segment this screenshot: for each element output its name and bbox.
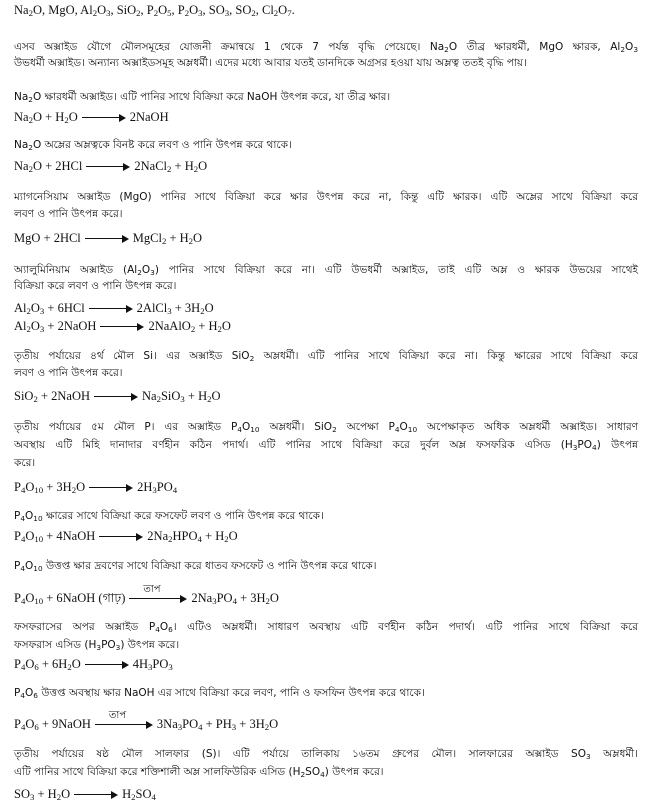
paragraph-p4o6-line-2: ফসফরাস এসিড $(H_3PO_3)$ উৎপন্ন করে। [14, 639, 180, 652]
equation-lhs: $Al_2O_3 + 6HCl$ [14, 301, 85, 317]
equation-lhs: $Na_2O + 2HCl$ [14, 159, 83, 175]
oxide-formula-list: $Na_2O$, MgO, $Al_2O_3$, SiO$_2$, $P_2O_5$, $P_2O_3$, $SO_3$, $SO_2$, $Cl_2O_7$. [14, 3, 295, 19]
equation-na2o-hcl [14, 158, 207, 174]
equation-lhs: $SO_3 + H_2O$ [14, 787, 71, 803]
paragraph-mgo-line-1: ম্যাগনেসিয়াম অক্সাইড (MgO) পানির সাথে বিক্রিয়া করে ক্ষার উৎপন্ন করে না, কিন্তু এটি ক্ষারক। এটি অম্লের সাথে বিক্রিয়া করে [14, 191, 638, 203]
paragraph-al2o3-line-2: বিক্রিয়া করে লবণ ও পানি উৎপন্ন করে। [14, 280, 177, 292]
reaction-arrow-icon [89, 484, 133, 492]
equation-so3-water [14, 786, 156, 802]
paragraph-mgo-line-2: লবণ ও পানি উৎপন্ন করে। [14, 208, 123, 220]
equation-lhs: $Al_2O_3$ + 2NaOH [14, 319, 97, 335]
equation-lhs: $P_4O_{10} + 3H_2O$ [14, 480, 86, 496]
reaction-arrow-icon [129, 584, 187, 603]
equation-lhs: $Na_2O + H_2O$ [14, 110, 78, 126]
equation-lhs: $P_4O_{10}$ + 6NaOH (গাঢ়) [14, 591, 126, 607]
equation-rhs: $H_2SO_4$ [122, 787, 156, 803]
reaction-arrow-icon [86, 163, 130, 171]
heat-label: তাপ [108, 710, 127, 722]
equation-rhs: 2NaCl$_2$ + $H_2O$ [134, 159, 208, 175]
equation-rhs: $2H_3PO_4$ [137, 480, 178, 496]
equation-rhs: $Na_2SiO_3 + H_2O$ [142, 389, 221, 405]
heat-label: তাপ [143, 584, 161, 596]
equation-lhs: SiO$_2$ + 2NaOH [14, 389, 91, 405]
equation-lhs: MgO + 2HCl [14, 231, 81, 245]
equation-rhs: $4H_3PO_3$ [132, 657, 173, 673]
paragraph-na2o-acid: $Na_2O$ অম্লের অম্লত্বকে বিনষ্ট করে লবণ ও পানি উৎপন্ন করে থাকে। [14, 139, 292, 152]
reaction-arrow-icon [85, 661, 129, 669]
equation-p4o10-water [14, 479, 177, 495]
paragraph-p4o6-line-1: ফসফরাসের অপর অক্সাইড $P_4O_6।$ এটিও অম্লধর্মী। সাধারণ অবস্থায় এটি বর্ণহীন কঠিন পদার্থ। এটি পানির সাথে বিক্রিয়া করে [14, 621, 638, 634]
equation-lhs: $P_4O_{10}$ + 4NaOH [14, 529, 96, 545]
paragraph-sio2-line-1: তৃতীয় পর্যায়ের ৪র্থ মৌল Si। এর অক্সাইড SiO$_2$ অম্লধর্মী। এটি পানির সাথে বিক্রিয়া করে না। কিন্তু ক্ষারের সাথে বিক্রিয়া করে [14, 350, 638, 363]
reaction-arrow-icon [95, 710, 153, 729]
paragraph-p4o10-alkali: $P_4O_{10}$ ক্ষারের সাথে বিক্রিয়া করে ফসফেট লবণ ও পানি উৎপন্ন করে থাকে। [14, 510, 324, 523]
reaction-arrow-icon [94, 393, 138, 401]
equation-rhs: MgCl$_2$ + $H_2O$ [132, 231, 203, 247]
paragraph-p4o10-line-1: তৃতীয় পর্যায়ের ৫ম মৌল P। এর অক্সাইড $P_4O_{10}$ অম্লধর্মী। SiO$_2$ অপেক্ষা $P_4O_{10}$ অপেক্ষাকৃত অধিক অম্লধর্মী অক্সাইড। সাধারণ [14, 421, 639, 434]
paragraph-p4o10-line-2: অবস্থায় এটি মিহি দানাদার বর্ণহীন কঠিন পদার্থ। এটি পানির সাথে বিক্রিয়া করে দুর্বল অম্ল ফসফরিক এসিড $(H_3PO_4)$ উৎপন্ন [14, 439, 638, 452]
paragraph-oxide-trend-line-1: এসব অক্সাইড যৌগে মৌলসমূহের যোজনী ক্রমান্বয়ে 1 থেকে 7 পর্যন্ত বৃদ্ধি পেয়েছে। $Na_2O$ তীব্র ক্ষারধর্মী, MgO ক্ষারক, $Al_2O_3$ [14, 41, 638, 54]
equation-al2o3-hcl [14, 300, 214, 316]
paragraph-so3-line-2: এটি পানির সাথে বিক্রিয়া করে শক্তিশালী অম্ল সালফিউরিক এসিড $(H_2SO_4)$ উৎপন্ন করে। [14, 766, 384, 779]
equation-na2o-water [14, 109, 169, 125]
reaction-arrow-icon [99, 533, 143, 541]
equation-p4o10-conc-naoh [14, 584, 279, 607]
paragraph-p4o10-hot-alkali: $P_4O_{10}$ উত্তপ্ত ক্ষার দ্রবণের সাথে বিক্রিয়া করে ধাতব ফসফেট ও পানি উৎপন্ন করে থাকে। [14, 560, 377, 573]
paragraph-so3-line-1: তৃতীয় পর্যায়ের ষষ্ঠ মৌল সালফার (S)। এটি পর্যায়ে তালিকায় ১৬তম গ্রুপের মৌল। সালফারের অক্সাইড $SO_3$ অম্লধর্মী। [14, 748, 639, 761]
reaction-arrow-icon [89, 305, 133, 313]
equation-lhs: $P_4O_6$ + 9NaOH [14, 717, 91, 733]
equation-al2o3-naoh [14, 318, 231, 334]
paragraph-p4o6-hot-alkali: $P_4O_6$ উত্তপ্ত অবস্থায় ক্ষার NaOH এর সাথে বিক্রিয়া করে লবণ, পানি ও ফসফিন উৎপন্ন করে থাকে। [14, 687, 425, 700]
equation-rhs: 2NaAlO$_2$ + $H_2O$ [148, 319, 231, 335]
paragraph-sio2-line-2: লবণ ও পানি উৎপন্ন করে। [14, 367, 123, 379]
equation-p4o10-naoh [14, 528, 238, 544]
equation-rhs: $2Na_2HPO_4 + H_2O$ [147, 529, 238, 545]
equation-lhs: $P_4O_6 + 6H_2O$ [14, 657, 81, 673]
paragraph-p4o10-line-3: করে। [14, 457, 36, 469]
equation-p4o6-water [14, 656, 173, 672]
paragraph-oxide-trend-line-2: উভধর্মী অক্সাইড। অন্যান্য অক্সাইডসমূহ অম্লধর্মী। এদের মধ্যে আবার যতই ডানদিকে অগ্রসর হওয়া যায় অম্লত্ব ততই বৃদ্ধি পায়। [14, 57, 527, 69]
reaction-arrow-icon [85, 235, 129, 243]
equation-rhs: $3Na_3PO_4 + PH_3 + 3H_2O$ [156, 717, 279, 733]
equation-sio2-naoh [14, 388, 221, 404]
equation-rhs: 2NaOH [129, 110, 169, 124]
reaction-arrow-icon [100, 323, 144, 331]
equation-rhs: $2Na_3PO_4 + 3H_2O$ [191, 591, 279, 607]
equation-rhs: 2AlCl$_3$ + $3H_2O$ [136, 301, 214, 317]
paragraph-na2o-basic: $Na_2O$ ক্ষারধর্মী অক্সাইড। এটি পানির সাথে বিক্রিয়া করে NaOH উৎপন্ন করে, যা তীব্র ক্ষার। [14, 91, 391, 104]
reaction-arrow-icon [82, 114, 126, 122]
reaction-arrow-icon [74, 791, 118, 799]
equation-p4o6-naoh [14, 710, 279, 733]
equation-mgo-hcl [14, 230, 202, 246]
paragraph-al2o3-line-1: অ্যালুমিনিয়াম অক্সাইড $(Al_2O_3)$ পানির সাথে বিক্রিয়া করে না। এটি উভধর্মী অক্সাইড, তাই এটি অম্ল ও ক্ষারক উভয়ের সাথেই [14, 264, 638, 277]
